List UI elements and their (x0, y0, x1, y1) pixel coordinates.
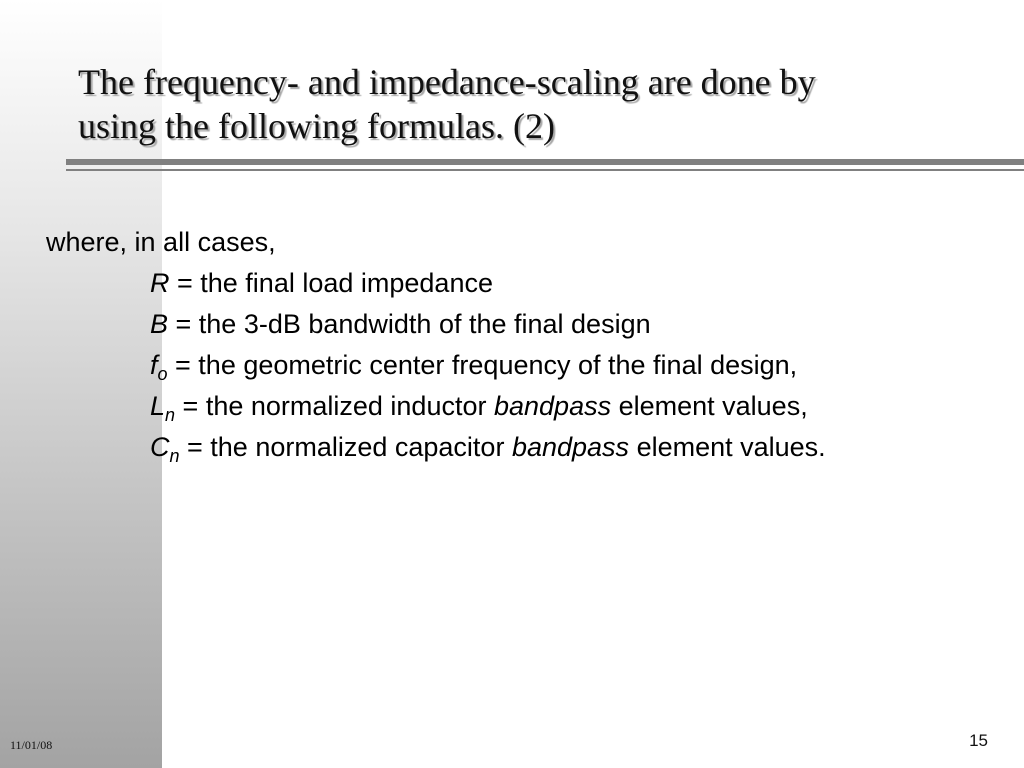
definition-fo (46, 345, 1016, 386)
title-divider-thin (66, 169, 1024, 171)
slide-title-line-1: The frequency- and impedance-scaling are done by (78, 62, 816, 102)
slide-body (46, 222, 1016, 468)
subscript-n-capacitor: n (169, 446, 180, 466)
slide-title-line-2: using the following formulas. (2) (78, 106, 555, 146)
definition-b-text: = the 3-dB bandwidth of the final design (168, 309, 651, 339)
title-divider-thick (66, 159, 1024, 165)
intro-text: where, in all cases, (46, 227, 276, 257)
definition-r (46, 263, 1016, 304)
symbol-l: L (150, 391, 166, 421)
definition-ln (46, 386, 1016, 427)
symbol-r: R (150, 268, 170, 298)
definition-cn-tail: element values. (629, 432, 826, 462)
definition-ln-text: = the normalized inductor (175, 391, 494, 421)
definition-ln-tail: element values, (611, 391, 808, 421)
definition-cn-text: = the normalized capacitor (179, 432, 512, 462)
footer-date: 11/01/08 (10, 738, 53, 752)
definition-r-text: = the final load impedance (169, 268, 493, 298)
definition-b (46, 304, 1016, 345)
symbol-b: B (150, 309, 169, 339)
definition-cn (46, 427, 1016, 468)
definition-fo-text: = the geometric center frequency of the final design, (167, 350, 798, 380)
symbol-f: f (150, 350, 158, 380)
slide-title (78, 60, 1008, 148)
symbol-c: C (150, 432, 170, 462)
subscript-o: o (157, 364, 168, 384)
definition-cn-emphasis: bandpass (511, 432, 630, 462)
page-number: 15 (969, 731, 988, 750)
subscript-n-inductor: n (165, 405, 176, 425)
definition-ln-emphasis: bandpass (493, 391, 612, 421)
